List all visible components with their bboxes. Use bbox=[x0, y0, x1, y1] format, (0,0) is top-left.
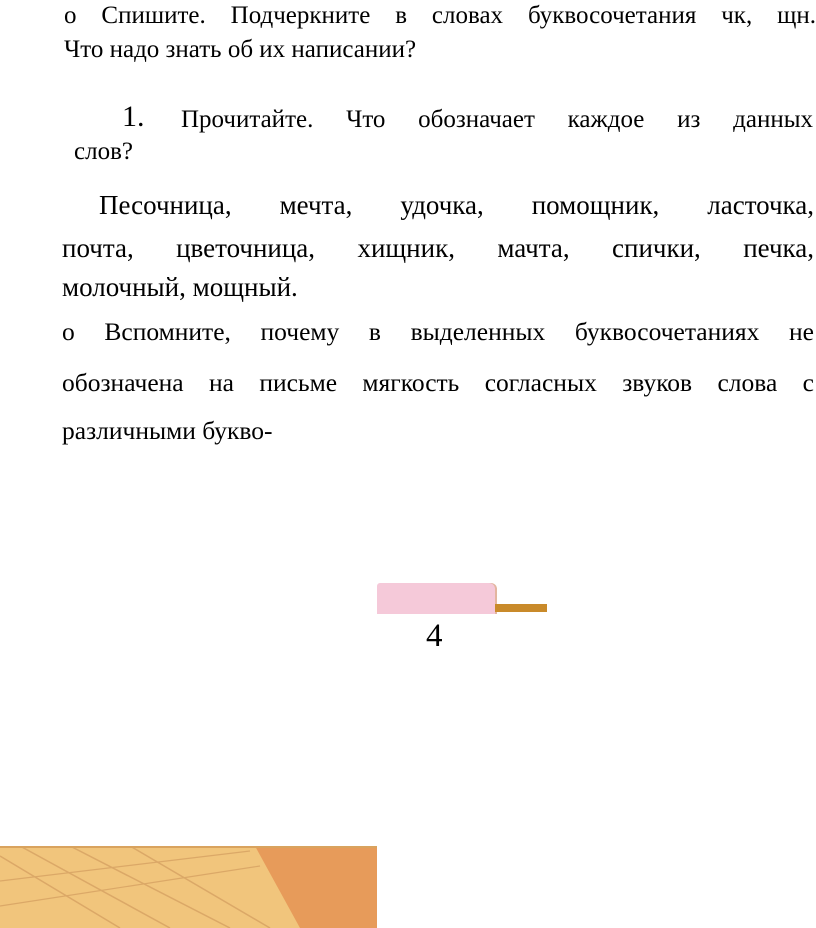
task3-line1: о Вспомните, почему в выделенных буквосочетаниях не bbox=[62, 317, 814, 346]
page-number: 4 bbox=[426, 618, 443, 654]
exercise-number: 1. bbox=[122, 100, 145, 133]
decorative-pink-tab bbox=[377, 583, 495, 614]
word-list-line3: молочный, мощный. bbox=[62, 272, 298, 302]
task2-line1: Прочитайте. Что обозначает каждое из данных bbox=[181, 106, 813, 133]
decorative-corner-image bbox=[0, 846, 377, 928]
task1-line1: о Спишите. Подчеркните в словах буквосочетания чк, щн. bbox=[64, 2, 816, 29]
decorative-tab-bar bbox=[495, 604, 547, 612]
task1-line2: Что надо знать об их написании? bbox=[64, 36, 417, 63]
task2-line2: слов? bbox=[74, 138, 133, 165]
task3-line2: обозначена на письме мягкость согласных звуков слова с bbox=[62, 368, 814, 397]
task3-line3: различными букво- bbox=[62, 416, 273, 445]
word-list-line2: почта, цветочница, хищник, мачта, спички, печка, bbox=[62, 233, 814, 263]
word-list-line1: Песочница, мечта, удочка, помощник, ласточка, bbox=[99, 190, 814, 220]
